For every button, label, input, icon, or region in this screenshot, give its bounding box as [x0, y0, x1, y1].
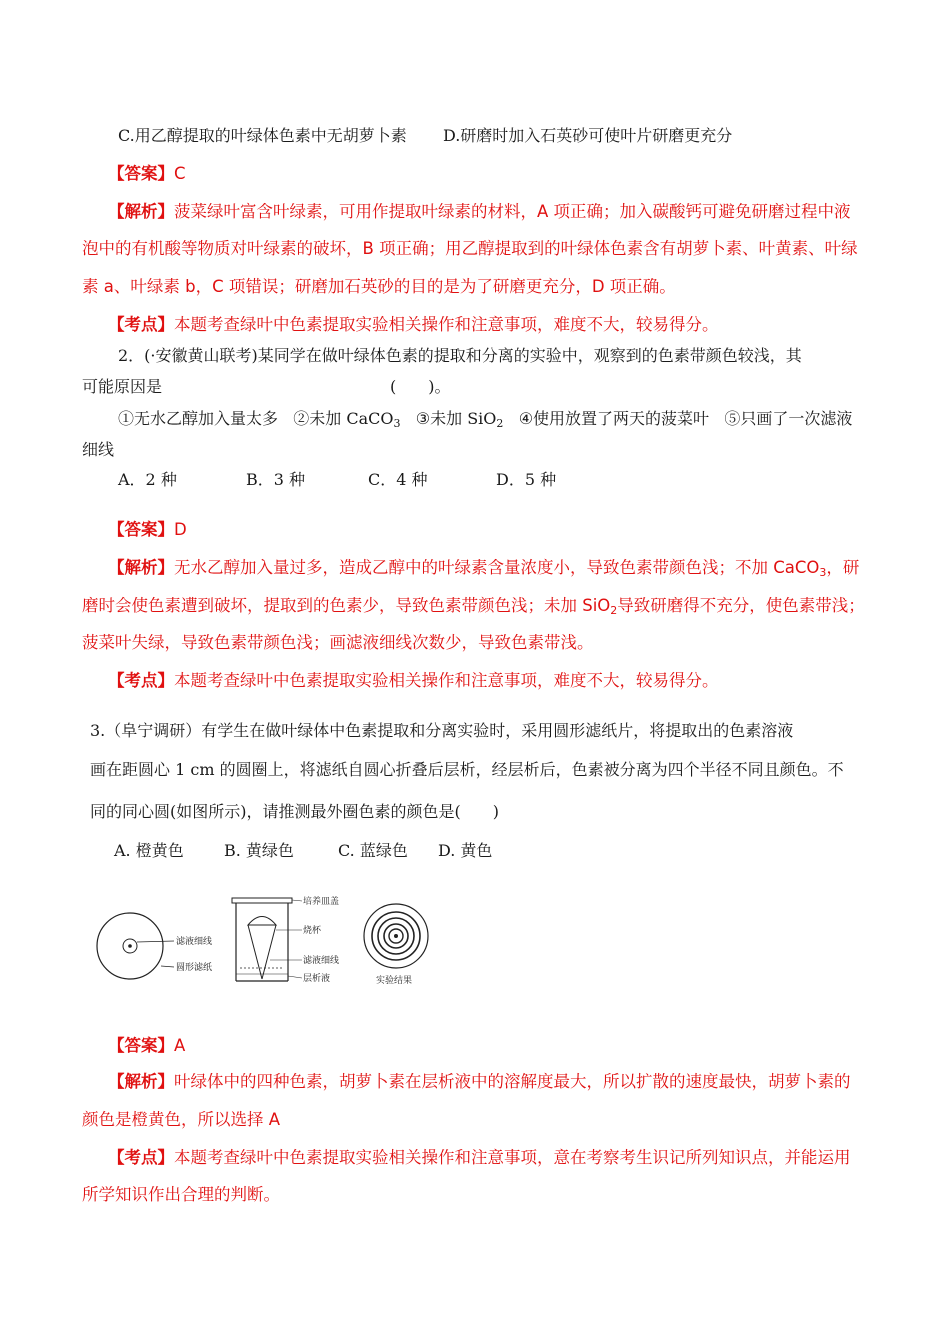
q3-option-d: D. 黄色: [438, 841, 493, 860]
q2-conditions: ①无水乙醇加入量太多 ②未加 CaCO$_3$ ③未加 SiO$_2$ ④使用放置了两天的菠菜叶 ⑤只画了一次滤液: [118, 409, 853, 430]
q1-analysis-line-2: 泡中的有机酸等物质对叶绿素的破坏，B 项正确；用乙醇提取到的叶绿体色素含有胡萝卜素、叶黄素、叶绿: [82, 239, 858, 258]
label-solvent: 层析液: [303, 974, 331, 984]
filter-paper-diagram: [97, 913, 212, 979]
q1-analysis-line-3: 素 a、叶绿素 b，C 项错误；研磨加石英砂的目的是为了研磨更充分，D 项正确。: [82, 277, 676, 296]
q3-analysis-line-1: 【解析】叶绿体中的四种色素，胡萝卜素在层析液中的溶解度最大，所以扩散的速度最快，胡萝卜素的: [108, 1072, 851, 1091]
q3-option-c: C. 蓝绿色: [338, 841, 408, 860]
q3-options: [114, 840, 880, 862]
result-diagram: [364, 904, 428, 986]
q2-stem-line-2: 可能原因是 ( )。: [82, 377, 451, 396]
label-dish-lid: 培养皿盖: [303, 897, 340, 907]
q1-option-d: D.研磨时加入石英砂可使叶片研磨更充分: [442, 126, 733, 145]
label-round-paper: 圆形滤纸: [176, 963, 213, 973]
q2-option-c: C．4 种: [368, 470, 428, 489]
q2-option-b: B．3 种: [246, 470, 306, 489]
q2-stem-line-1: 2．(·安徽黄山联考)某同学在做叶绿体色素的提取和分离的实验中，观察到的色素带颜色较浅，其: [118, 346, 802, 365]
q1-analysis-line-1: 【解析】菠菜绿叶富含叶绿素，可用作提取叶绿素的材料，A 项正确；加入碳酸钙可避免研磨过程中液: [108, 202, 851, 221]
q2-analysis-line-1: 【解析】无水乙醇加入量过多，造成乙醇中的叶绿素含量浓度小，导致色素带颜色浅；不加 CaCO$_3$，研: [108, 558, 860, 579]
q3-stem-line-1: 3.（阜宁调研）有学生在做叶绿体中色素提取和分离实验时，采用圆形滤纸片，将提取出的色素溶液: [90, 721, 794, 740]
q2-conditions-cont: 细线: [82, 440, 115, 459]
q2-analysis-line-3: 菠菜叶失绿，导致色素带颜色浅；画滤液细线次数少，导致色素带浅。: [82, 633, 594, 652]
q3-analysis-line-2: 颜色是橙黄色，所以选择 A: [82, 1110, 281, 1129]
q2-options: [118, 469, 880, 491]
q2-analysis-line-2: 磨时会使色素遭到破坏，提取到的色素少，导致色素带颜色浅；未加 SiO$_2$导致研磨得不充分，使色素带浅；: [82, 596, 865, 617]
label-filter-line: 滤液细线: [176, 937, 213, 947]
q2-option-d: D．5 种: [496, 470, 557, 489]
q3-stem-line-3: 同的同心圆(如图所示)，请推测最外圈色素的颜色是( ): [90, 802, 499, 821]
q1-options-cd: [118, 125, 880, 147]
label-beaker: 烧杯: [303, 926, 322, 936]
q2-point: 【考点】本题考查绿叶中色素提取实验相关操作和注意事项，难度不大，较易得分。: [108, 671, 719, 690]
q1-answer: 【答案】C: [108, 164, 186, 183]
q3-option-b: B. 黄绿色: [224, 841, 294, 860]
q3-point-line-2: 所学知识作出合理的判断。: [82, 1185, 280, 1204]
q3-point-line-1: 【考点】本题考查绿叶中色素提取实验相关操作和注意事项，意在考察考生识记所列知识点，并能运用: [108, 1148, 851, 1167]
q2-answer: 【答案】D: [108, 520, 187, 539]
label-filter-line-2: 滤液细线: [303, 956, 340, 966]
q2-option-a: A．2 种: [118, 470, 177, 489]
beaker-diagram: [232, 895, 339, 984]
q3-answer: 【答案】A: [108, 1036, 186, 1055]
q3-stem-line-2: 画在距圆心 1 cm 的圆圈上，将滤纸自圆心折叠后层析，经层析后，色素被分离为四个半径不同且颜色。不: [90, 760, 844, 779]
q1-option-c: C.用乙醇提取的叶绿体色素中无胡萝卜素: [118, 126, 407, 145]
chromatography-figure: [90, 868, 450, 1008]
label-result: 实验结果: [376, 976, 413, 986]
q1-point: 【考点】本题考查绿叶中色素提取实验相关操作和注意事项，难度不大，较易得分。: [108, 315, 719, 334]
q3-option-a: A. 橙黄色: [114, 841, 184, 860]
